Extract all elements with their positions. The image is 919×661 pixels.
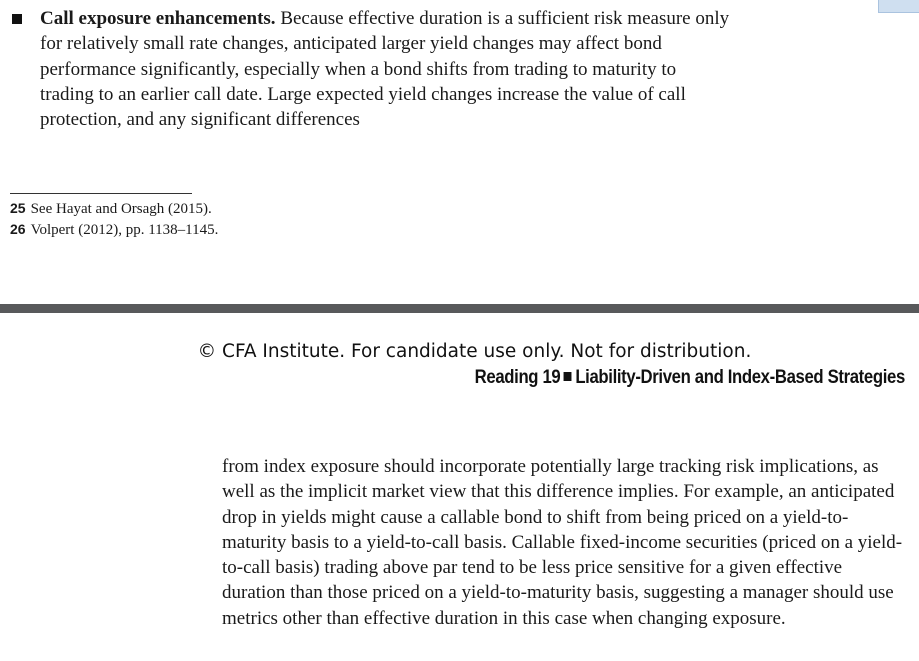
footnotes: [10, 199, 218, 240]
reading-title: Liability-Driven and Index-Based Strategies: [575, 367, 905, 388]
copyright-notice: © CFA Institute. For candidate use only. Not for distribution.: [197, 341, 752, 362]
bullet-item: [10, 6, 730, 132]
footnote-divider: [10, 193, 192, 194]
footnote-text: Volpert (2012), pp. 1138–1145.: [30, 221, 219, 238]
page-break-bar: [0, 304, 919, 313]
running-head: [475, 367, 905, 389]
reading-number: Reading 19: [474, 367, 561, 388]
body-paragraph: [222, 454, 910, 631]
square-bullet-icon: [12, 14, 22, 24]
footnote-text: See Hayat and Orsagh (2015).: [30, 201, 212, 217]
bullet-body-text: Because effective duration is a sufficient risk measure only for relatively small rate changes, anticipated larger yield changes may affect bond performance significantly, especially when a bond shifts from trading to maturity to trading to an earlier call date. Large expected yield changes increase the value of call protection, and any significant differences: [40, 8, 730, 131]
footnote-number: 25: [10, 200, 26, 216]
square-separator-icon: [564, 372, 572, 381]
bullet-lead-heading: Call exposure enhancements.: [40, 8, 276, 29]
corner-tab: [878, 0, 919, 13]
bullet-paragraph: [40, 6, 730, 132]
body-paragraph-text: from index exposure should incorporate potentially large tracking risk implications, as well as the implicit market view that this difference implies. For example, an anticipated drop in yields might cause a callable bond to shift from being priced on a yield-to-maturity basis to a yield-to-call basis. Callable fixed-income securities (priced on a yield-to-call basis) trading above par tend to be less price sensitive for a given effective duration than those priced on a yield-to-maturity basis, suggesting a manager should use metrics other than effective duration in this case when changing exposure.: [222, 456, 903, 629]
footnote-item: [10, 220, 218, 241]
footnote-number: 26: [10, 220, 26, 237]
footnote-item: [10, 199, 218, 220]
